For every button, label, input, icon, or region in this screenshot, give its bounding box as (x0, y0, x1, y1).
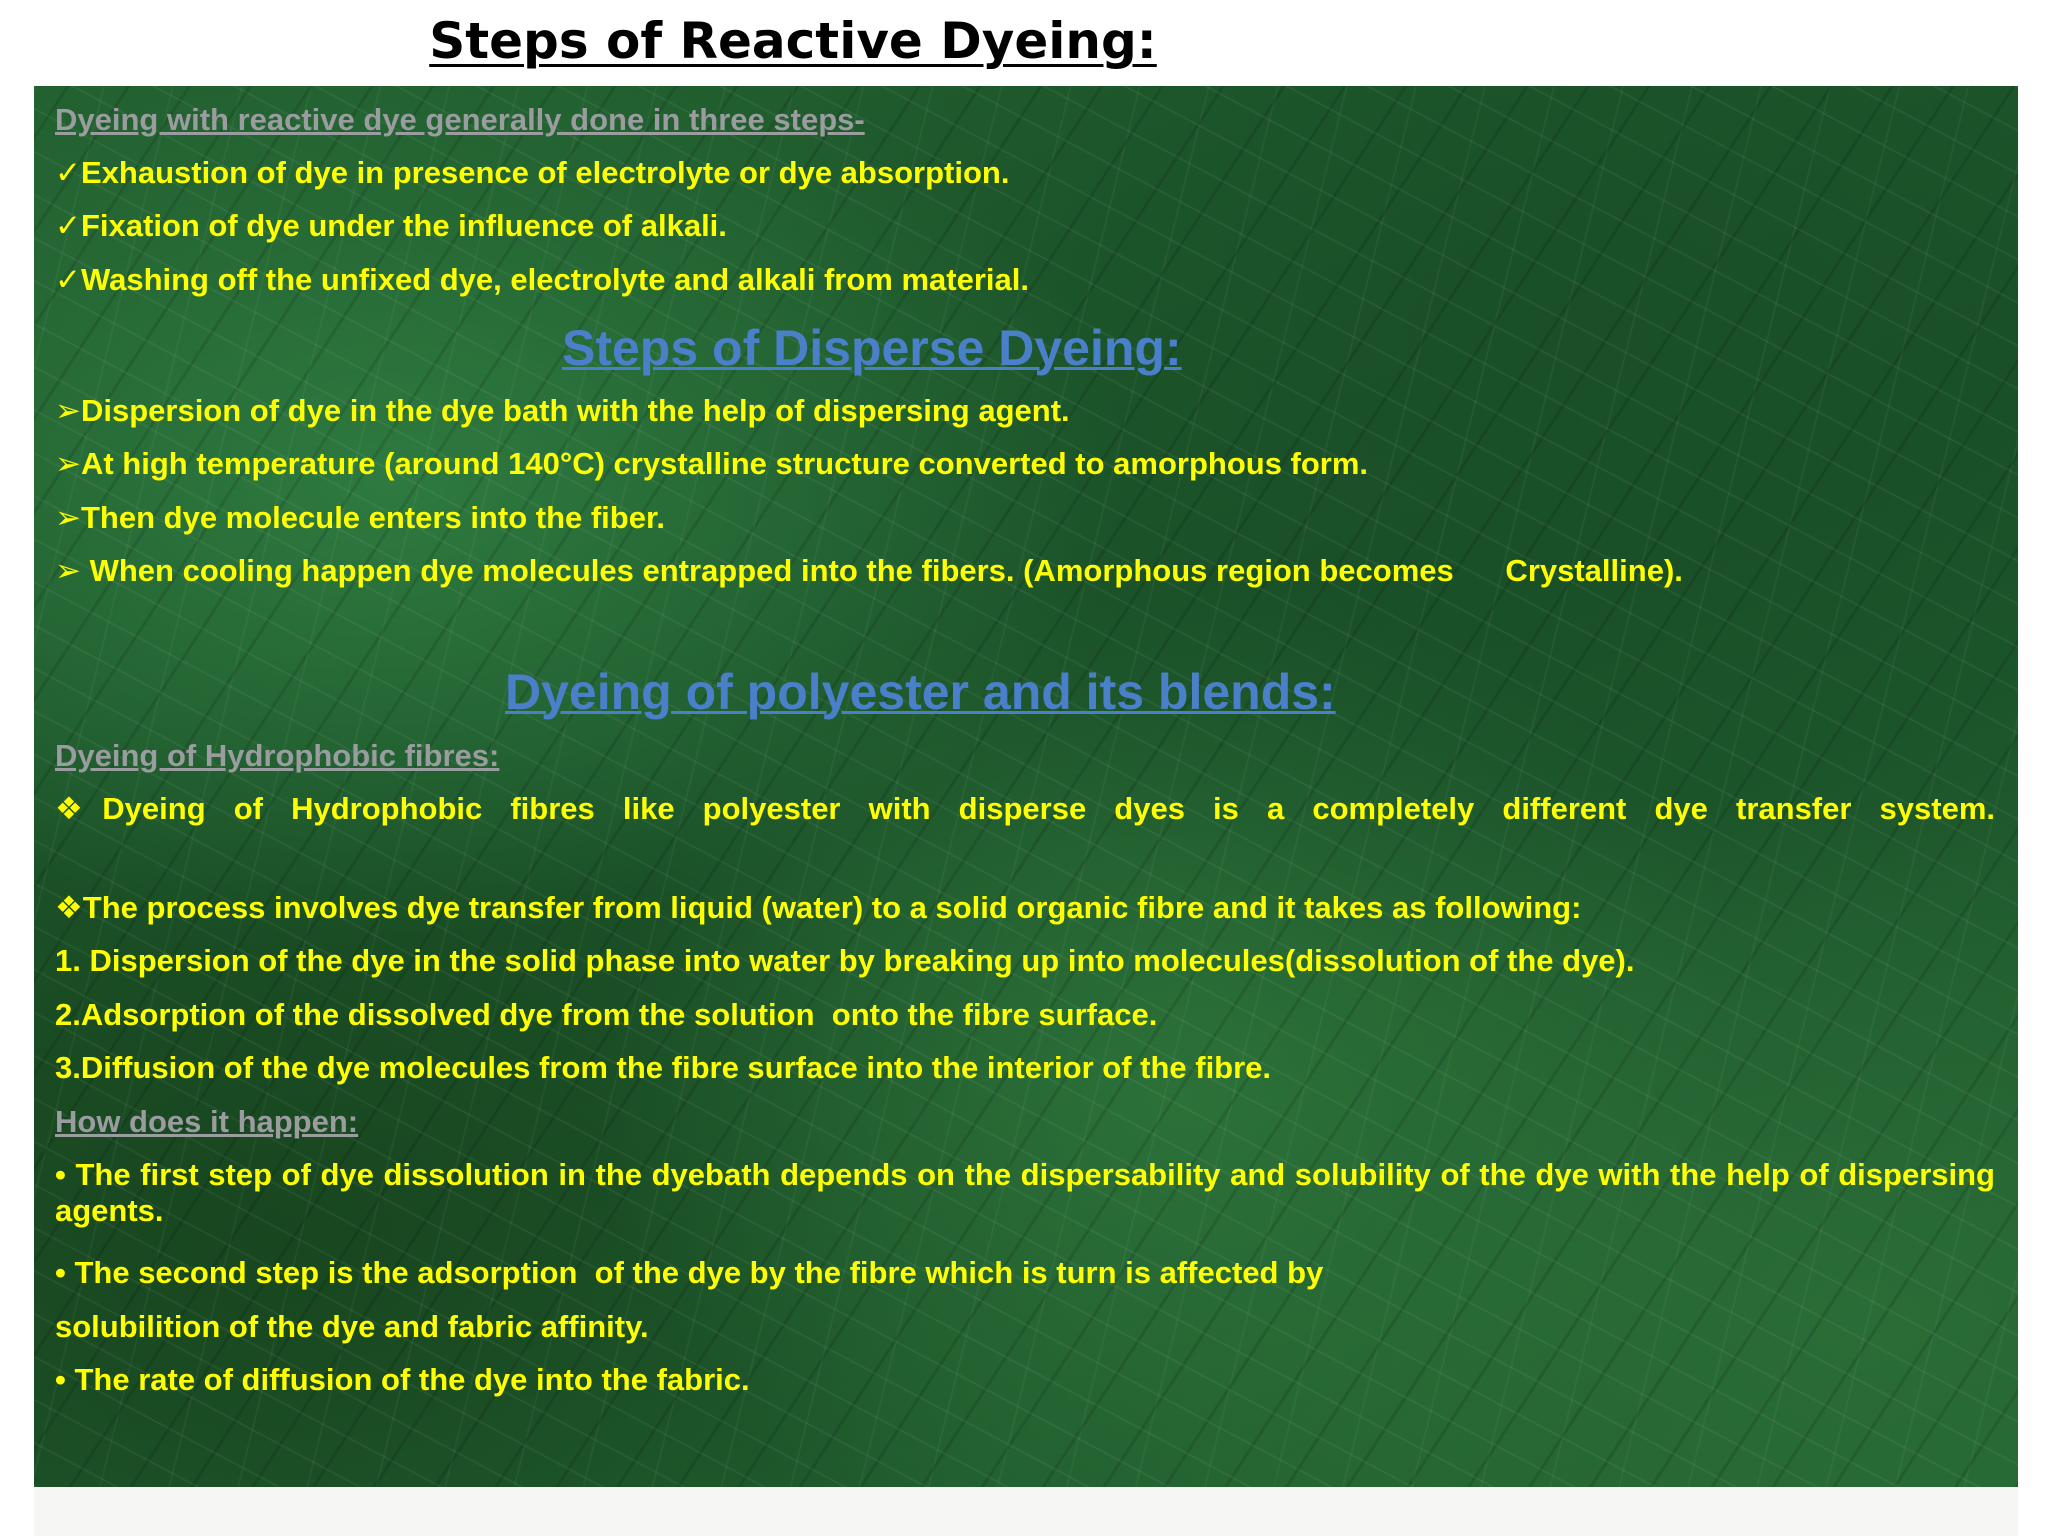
how-point-3: • The rate of diffusion of the dye into the fabric. (55, 1362, 750, 1397)
numbered-step-2: 2.Adsorption of the dissolved dye from the solution onto the fibre surface. (55, 997, 1158, 1032)
disperse-step-2: ➢At high temperature (around 140°C) crystalline structure converted to amorphous form. (55, 446, 1369, 481)
numbered-step-1: 1. Dispersion of the dye in the solid phase into water by breaking up into molecules(dissolution of the dye). (55, 943, 1635, 978)
disperse-step-1: ➢Dispersion of dye in the dye bath with the help of dispersing agent. (55, 393, 1070, 428)
reactive-step-1: ✓Exhaustion of dye in presence of electrolyte or dye absorption. (55, 155, 1010, 190)
hydrophobic-subheading: Dyeing of Hydrophobic fibres: (55, 738, 500, 773)
disperse-heading: Steps of Disperse Dyeing: (562, 320, 1182, 376)
page-title: Steps of Reactive Dyeing: (429, 12, 1157, 70)
how-point-2: • The second step is the adsorption of the dye by the fibre which is turn is affected by (55, 1255, 1324, 1290)
how-point-1: • The first step of dye dissolution in the dyebath depends on the dispersability and solubility of the dye with the help of dispersing agents. (55, 1157, 1995, 1228)
disperse-step-3: ➢Then dye molecule enters into the fiber. (55, 500, 665, 535)
hydrophobic-point-2: ❖The process involves dye transfer from liquid (water) to a solid organic fibre and it takes as following: (55, 890, 1582, 925)
reactive-intro-heading: Dyeing with reactive dye generally done in three steps- (55, 102, 865, 137)
numbered-step-3: 3.Diffusion of the dye molecules from the fibre surface into the interior of the fibre. (55, 1050, 1272, 1085)
hydrophobic-point-1: ❖Dyeing of Hydrophobic fibres like polyester with disperse dyes is a completely different dye transfer system. (55, 791, 1995, 826)
how-heading: How does it happen: (55, 1104, 359, 1139)
bottom-strip (34, 1487, 2018, 1536)
how-point-2-continued: solubilition of the dye and fabric affinity. (55, 1309, 649, 1344)
disperse-step-4: ➢ When cooling happen dye molecules entrapped into the fibers. (Amorphous region becomes Crystalline). (55, 553, 1683, 588)
reactive-step-3: ✓Washing off the unfixed dye, electrolyte and alkali from material. (55, 262, 1029, 297)
reactive-step-2: ✓Fixation of dye under the influence of alkali. (55, 208, 727, 243)
polyester-heading: Dyeing of polyester and its blends: (505, 664, 1336, 720)
